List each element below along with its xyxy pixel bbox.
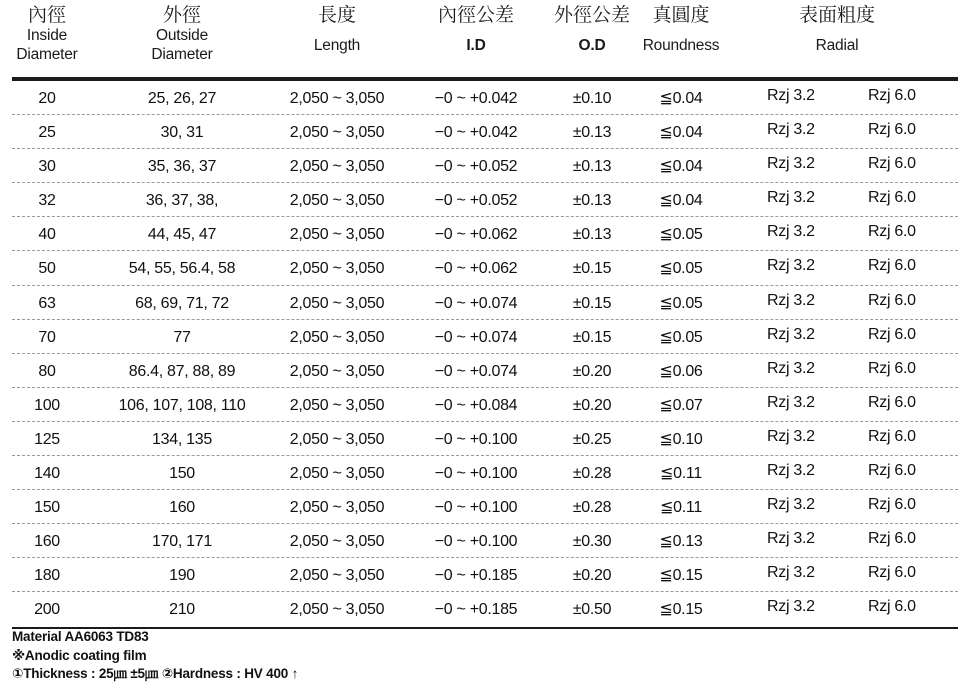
cell-id-tolerance: −0 ~ +0.185	[434, 601, 518, 619]
cell-outside-diameter: 170, 171	[152, 533, 212, 551]
table-row	[12, 524, 958, 558]
cell-outside-diameter: 106, 107, 108, 110	[118, 396, 246, 414]
cell-od-tolerance: ±0.28	[572, 465, 612, 483]
cell-inside-diameter: 180	[34, 567, 60, 585]
cell-roundness: ≦0.15	[659, 567, 703, 585]
cell-roundness: ≦0.07	[659, 396, 703, 414]
cell-inside-diameter: 50	[38, 260, 56, 278]
cell-od-tolerance: ±0.15	[572, 328, 612, 346]
note-specs: ①Thickness : 25㎛ ±5㎛ ②Hardness : HV 400 ↑	[12, 666, 299, 681]
cell-inside-diameter: 30	[38, 158, 56, 176]
cell-inside-diameter: 125	[34, 430, 60, 448]
spec-table	[12, 4, 958, 629]
cell-length: 2,050 ~ 3,050	[289, 362, 385, 380]
table-row	[12, 217, 958, 251]
cell-od-tolerance: ±0.15	[572, 260, 612, 278]
cell-roughness-b: Rzj 6.0	[868, 427, 916, 445]
cell-outside-diameter: 68, 69, 71, 72	[135, 294, 229, 312]
cell-roundness: ≦0.15	[659, 601, 703, 619]
cell-roughness-a: Rzj 3.2	[767, 427, 815, 445]
cell-roughness-b: Rzj 6.0	[868, 598, 916, 616]
cell-inside-diameter: 70	[38, 328, 56, 346]
cell-inside-diameter: 25	[38, 124, 56, 142]
header-roundness: 真圓度 Roundness	[642, 4, 720, 54]
cell-roundness: ≦0.05	[659, 328, 703, 346]
cell-roughness-b: Rzj 6.0	[868, 223, 916, 241]
cell-length: 2,050 ~ 3,050	[289, 601, 385, 619]
table-row	[12, 149, 958, 183]
cell-roundness: ≦0.05	[659, 294, 703, 312]
cell-inside-diameter: 63	[38, 294, 56, 312]
table-row	[12, 286, 958, 320]
table-row	[12, 183, 958, 217]
cell-length: 2,050 ~ 3,050	[289, 158, 385, 176]
cell-od-tolerance: ±0.20	[572, 567, 612, 585]
cell-roundness: ≦0.04	[659, 90, 703, 107]
cell-inside-diameter: 160	[34, 533, 60, 551]
cell-roughness-a: Rzj 3.2	[767, 189, 815, 207]
cell-length: 2,050 ~ 3,050	[289, 533, 385, 551]
cell-outside-diameter: 160	[169, 499, 195, 517]
header-length: 長度 Length	[313, 4, 361, 54]
cell-od-tolerance: ±0.50	[572, 601, 612, 619]
cell-inside-diameter: 150	[34, 499, 60, 517]
table-row	[12, 81, 958, 115]
cell-id-tolerance: −0 ~ +0.100	[434, 533, 518, 551]
note-material: Material AA6063 TD83	[12, 629, 149, 644]
cell-od-tolerance: ±0.25	[572, 430, 612, 448]
cell-inside-diameter: 20	[38, 90, 56, 107]
cell-roughness-a: Rzj 3.2	[767, 393, 815, 411]
cell-roughness-a: Rzj 3.2	[767, 462, 815, 480]
cell-roundness: ≦0.11	[660, 499, 702, 517]
cell-id-tolerance: −0 ~ +0.100	[434, 465, 518, 483]
cell-roughness-b: Rzj 6.0	[868, 325, 916, 343]
cell-inside-diameter: 100	[34, 396, 60, 414]
cell-roughness-b: Rzj 6.0	[868, 291, 916, 309]
cell-length: 2,050 ~ 3,050	[289, 294, 385, 312]
table-row	[12, 388, 958, 422]
cell-outside-diameter: 77	[173, 328, 191, 346]
cell-outside-diameter: 190	[169, 567, 195, 585]
cell-length: 2,050 ~ 3,050	[289, 124, 385, 142]
cell-inside-diameter: 140	[34, 465, 60, 483]
cell-inside-diameter: 40	[38, 226, 56, 244]
table-row	[12, 251, 958, 285]
cell-length: 2,050 ~ 3,050	[289, 226, 385, 244]
cell-outside-diameter: 54, 55, 56.4, 58	[128, 260, 236, 278]
cell-id-tolerance: −0 ~ +0.042	[434, 90, 518, 107]
cell-inside-diameter: 200	[34, 601, 60, 619]
cell-od-tolerance: ±0.13	[572, 226, 612, 244]
cell-length: 2,050 ~ 3,050	[289, 192, 385, 210]
cell-outside-diameter: 134, 135	[152, 430, 212, 448]
cell-roughness-a: Rzj 3.2	[767, 87, 815, 104]
cell-length: 2,050 ~ 3,050	[289, 567, 385, 585]
note-coating: ※Anodic coating film	[12, 647, 147, 663]
footnotes	[12, 628, 298, 684]
cell-roundness: ≦0.04	[659, 158, 703, 176]
cell-outside-diameter: 210	[169, 601, 195, 619]
table-row	[12, 592, 958, 626]
header-surface-roughness: 表面粗度 Radial	[798, 4, 875, 54]
cell-roundness: ≦0.05	[659, 260, 703, 278]
cell-roughness-a: Rzj 3.2	[767, 530, 815, 548]
cell-inside-diameter: 80	[38, 362, 56, 380]
table-row	[12, 422, 958, 456]
cell-length: 2,050 ~ 3,050	[289, 328, 385, 346]
cell-outside-diameter: 35, 36, 37	[147, 158, 217, 176]
cell-length: 2,050 ~ 3,050	[289, 499, 385, 517]
cell-id-tolerance: −0 ~ +0.062	[434, 260, 518, 278]
cell-roughness-a: Rzj 3.2	[767, 291, 815, 309]
cell-roughness-b: Rzj 6.0	[868, 257, 916, 275]
cell-outside-diameter: 25, 26, 27	[147, 90, 217, 107]
table-header	[12, 4, 958, 74]
cell-od-tolerance: ±0.28	[572, 499, 612, 517]
cell-roughness-a: Rzj 3.2	[767, 598, 815, 616]
cell-od-tolerance: ±0.20	[572, 396, 612, 414]
cell-outside-diameter: 150	[169, 465, 195, 483]
cell-roughness-a: Rzj 3.2	[767, 257, 815, 275]
cell-id-tolerance: −0 ~ +0.185	[434, 567, 518, 585]
table-row	[12, 490, 958, 524]
header-inside-diameter: 內徑 Inside Diameter	[16, 4, 78, 63]
cell-roughness-a: Rzj 3.2	[767, 121, 815, 139]
cell-od-tolerance: ±0.13	[572, 124, 612, 142]
table-row	[12, 320, 958, 354]
cell-id-tolerance: −0 ~ +0.062	[434, 226, 518, 244]
cell-roughness-b: Rzj 6.0	[868, 564, 916, 582]
cell-id-tolerance: −0 ~ +0.042	[434, 124, 518, 142]
cell-length: 2,050 ~ 3,050	[289, 90, 385, 107]
cell-roundness: ≦0.06	[659, 362, 703, 380]
cell-id-tolerance: −0 ~ +0.100	[434, 499, 518, 517]
cell-id-tolerance: −0 ~ +0.084	[434, 396, 518, 414]
cell-od-tolerance: ±0.10	[572, 90, 612, 107]
cell-roughness-b: Rzj 6.0	[868, 496, 916, 514]
table-row	[12, 115, 958, 149]
cell-id-tolerance: −0 ~ +0.074	[434, 328, 518, 346]
cell-od-tolerance: ±0.15	[572, 294, 612, 312]
cell-roughness-b: Rzj 6.0	[868, 87, 916, 104]
cell-outside-diameter: 30, 31	[160, 124, 204, 142]
cell-length: 2,050 ~ 3,050	[289, 465, 385, 483]
cell-roughness-b: Rzj 6.0	[868, 121, 916, 139]
header-outside-diameter: 外徑 Outside Diameter	[151, 4, 213, 63]
cell-od-tolerance: ±0.13	[572, 158, 612, 176]
cell-id-tolerance: −0 ~ +0.100	[434, 430, 518, 448]
cell-id-tolerance: −0 ~ +0.052	[434, 158, 518, 176]
cell-outside-diameter: 44, 45, 47	[147, 226, 217, 244]
table-body	[12, 81, 958, 627]
cell-length: 2,050 ~ 3,050	[289, 260, 385, 278]
cell-roundness: ≦0.04	[659, 124, 703, 142]
cell-inside-diameter: 32	[38, 192, 56, 210]
cell-roughness-b: Rzj 6.0	[868, 189, 916, 207]
cell-roughness-b: Rzj 6.0	[868, 155, 916, 173]
cell-roundness: ≦0.05	[659, 226, 703, 244]
table-row	[12, 558, 958, 592]
cell-od-tolerance: ±0.13	[572, 192, 612, 210]
table-row	[12, 354, 958, 388]
table-row	[12, 456, 958, 490]
cell-roundness: ≦0.11	[660, 465, 702, 483]
cell-roughness-b: Rzj 6.0	[868, 530, 916, 548]
cell-roughness-a: Rzj 3.2	[767, 325, 815, 343]
cell-od-tolerance: ±0.20	[572, 362, 612, 380]
header-od-tolerance: 外徑公差 O.D	[553, 4, 630, 54]
header-id-tolerance: 內徑公差 I.D	[437, 4, 514, 54]
cell-length: 2,050 ~ 3,050	[289, 430, 385, 448]
cell-roughness-b: Rzj 6.0	[868, 462, 916, 480]
cell-length: 2,050 ~ 3,050	[289, 396, 385, 414]
cell-roughness-a: Rzj 3.2	[767, 359, 815, 377]
cell-id-tolerance: −0 ~ +0.074	[434, 294, 518, 312]
cell-roundness: ≦0.10	[659, 430, 703, 448]
cell-id-tolerance: −0 ~ +0.074	[434, 362, 518, 380]
cell-roughness-a: Rzj 3.2	[767, 155, 815, 173]
cell-roughness-b: Rzj 6.0	[868, 359, 916, 377]
cell-roughness-a: Rzj 3.2	[767, 496, 815, 514]
cell-roughness-a: Rzj 3.2	[767, 223, 815, 241]
cell-od-tolerance: ±0.30	[572, 533, 612, 551]
cell-outside-diameter: 86.4, 87, 88, 89	[128, 362, 236, 380]
cell-outside-diameter: 36, 37, 38,	[145, 192, 219, 210]
cell-id-tolerance: −0 ~ +0.052	[434, 192, 518, 210]
cell-roughness-b: Rzj 6.0	[868, 393, 916, 411]
cell-roundness: ≦0.13	[659, 533, 703, 551]
cell-roughness-a: Rzj 3.2	[767, 564, 815, 582]
cell-roundness: ≦0.04	[659, 192, 703, 210]
